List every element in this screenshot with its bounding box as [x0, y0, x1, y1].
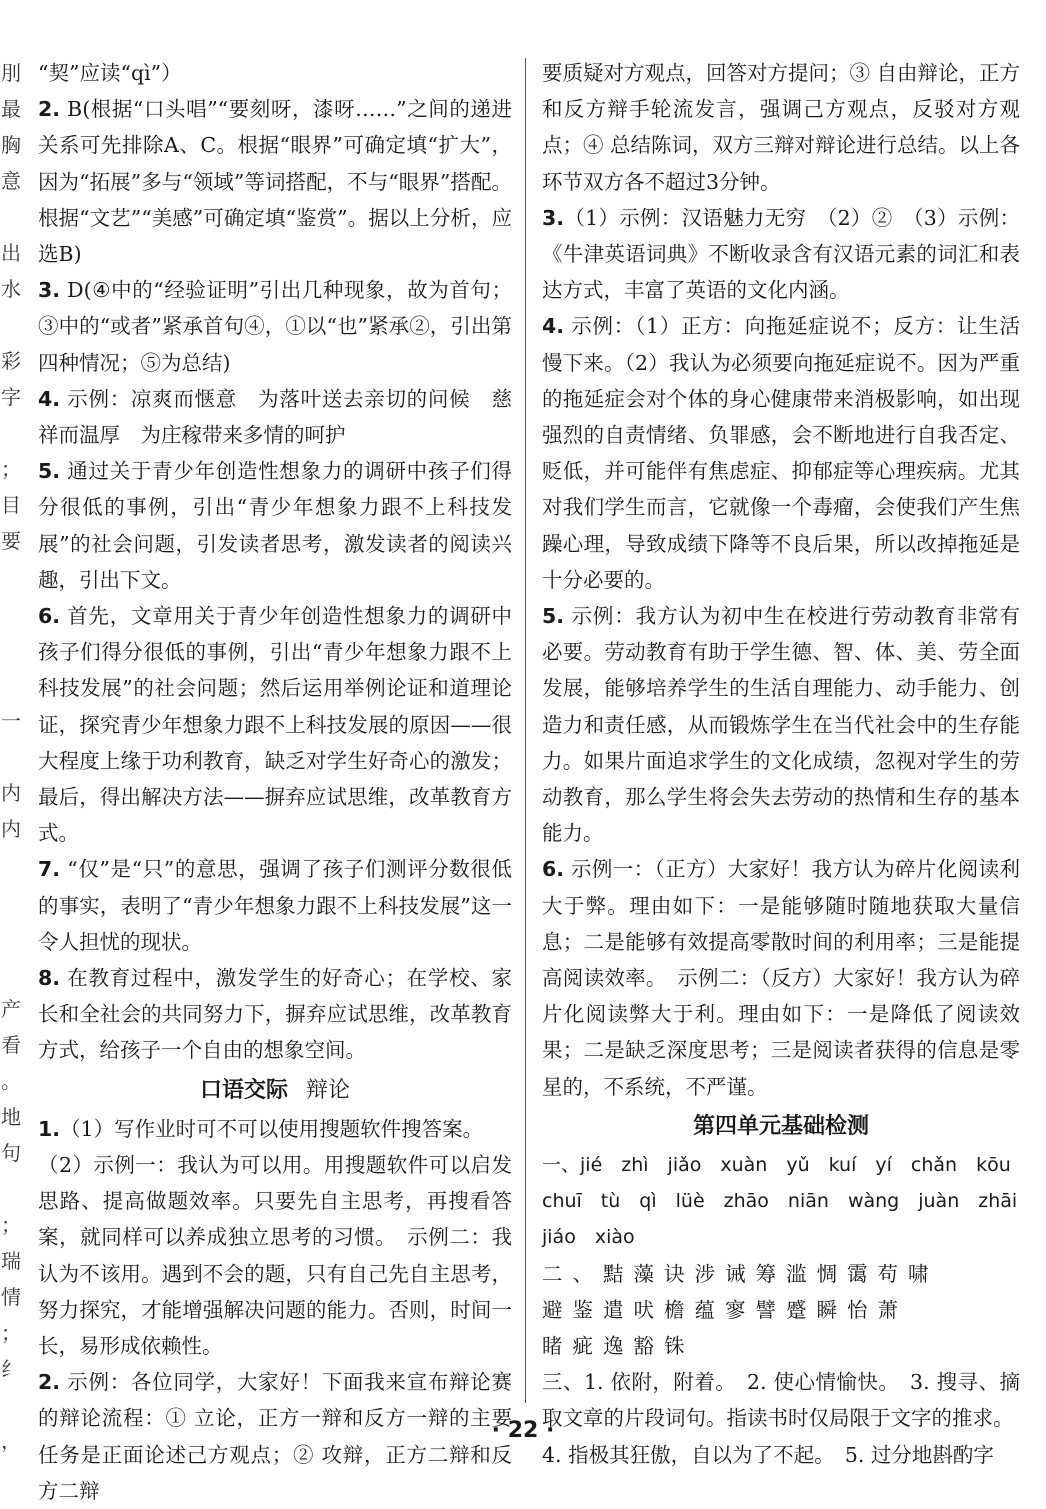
margin-char: ； — [1, 1213, 21, 1237]
margin-char: 一 — [1, 709, 21, 733]
oral-answer-1 — [38, 1111, 512, 1147]
margin-char: 字 — [1, 385, 21, 409]
answer-text: 示例：各位同学，大家好！下面我来宣布辩论赛的辩论流程：① 立论，正方一辩和反方一辩的主要任务是正面论述己方观点；② 攻辩，正方二辩和反方二辩 — [38, 1370, 512, 1503]
margin-char: 目 — [1, 493, 21, 517]
right-answer-3 — [542, 308, 1020, 598]
margin-char: 最 — [1, 97, 21, 121]
pinyin-line-2: chuī tù qì lüè zhāo niān wàng juàn zhāi — [542, 1190, 1018, 1213]
answer-text: 要质疑对方观点，回答对方提问；③ 自由辩论，正方和反方辩手轮流发言，强调己方观点，反驳对方观点；④ 总结陈词，双方三辩对辩论进行总结。以上各环节双方各不超过3分钟。 — [542, 61, 1021, 194]
margin-char: 情 — [1, 1285, 21, 1309]
left-answer-3 — [38, 272, 512, 381]
right-answer-1 — [542, 55, 1020, 200]
answer-text: 示例一：（正方）大家好！我方认为碎片化阅读利大于弊。理由如下：一是能够随时随地获取大量信息；二是能够有效提高零散时间的利用率；三是能提高阅读效率。 示例二：（反方）大家好！我方认为碎片化阅读弊大于利。理由如下：一是降低了阅读效果；二是缺乏深度思考；三是阅读者获得的信息是零星的，不系统，不严谨。 — [542, 857, 1020, 1099]
margin-char: 纟 — [1, 1357, 21, 1381]
margin-char: 地 — [1, 1105, 21, 1129]
left-margin-cropped-text — [0, 55, 22, 1459]
margin-char — [0, 847, 22, 883]
answer-number: 5. — [542, 604, 565, 629]
answer-text: “契”应读“qì”） — [38, 61, 182, 85]
left-answer-7 — [38, 851, 512, 960]
answer-text: “仅”是“只”的意思，强调了孩子们测评分数很低的事实，表明了“青少年想象力跟不上科技发展”这一令人担忧的现状。 — [38, 857, 512, 954]
margin-char: 出 — [1, 241, 21, 265]
left-answer-8 — [38, 960, 512, 1069]
answer-text: 示例：（1）正方：向拖延症说不；反方：让生活慢下来。（2）我认为必须要向拖延症说不。因为严重的拖延症会对个体的身心健康带来消极影响，如出现强烈的自责情绪、负罪感，会不断地进行自我否定、贬低，并可能伴有焦虑症、抑郁症等心理疾病。尤其对我们学生而言，它就像一个毒瘤，会使我们产生焦躁心理，导致成绩下降等不良后果，所以改掉拖延是十分必要的。 — [542, 314, 1020, 592]
margin-char: 。 — [1, 1069, 21, 1093]
pinyin-line-1: 一、jié zhì jiǎo xuàn yǔ kuí yí chǎn kōu — [542, 1153, 1011, 1176]
answer-number: 3. — [38, 278, 61, 303]
margin-char: 意 — [1, 169, 21, 193]
answer-text: 在教育过程中，激发学生的好奇心；在学校、家长和全社会的共同努力下，摒弃应试思维，改革教育方式，给孩子一个自由的想象空间。 — [38, 966, 512, 1063]
chars-line-2: 避鉴遣吠檐蕴寥譬蹙瞬怡萧 — [542, 1297, 908, 1322]
chars-line-1: 二、黠藻诀涉诫筹滥惆霭苟啸 — [542, 1261, 939, 1286]
left-answer-2 — [38, 91, 512, 272]
answer-number: 4. — [38, 386, 61, 411]
page-number: · 22 · — [491, 1418, 555, 1443]
section-title-unit4: 第四单元基础检测 — [692, 1113, 869, 1139]
margin-char — [0, 415, 22, 451]
column-divider — [525, 58, 526, 1403]
margin-char — [0, 631, 22, 667]
margin-char — [0, 559, 22, 595]
margin-char: ， — [1, 1429, 21, 1453]
right-answer-4 — [542, 598, 1020, 851]
answer-number: 2. — [38, 1370, 61, 1395]
chars-line-3: 睹疵逸豁铢 — [542, 1333, 695, 1358]
margin-char: ； — [1, 457, 21, 481]
margin-char: 内 — [1, 817, 21, 841]
answer-number: 6. — [38, 604, 61, 629]
margin-char — [0, 883, 22, 919]
answer-text: 示例：我方认为初中生在校进行劳动教育非常有必要。劳动教育有助于学生德、智、体、美、劳全面发展，能够培养学生的生活自理能力、动手能力、创造力和责任感，从而锻炼学生在当代社会中的生存能力。如果片面追求学生的文化成绩，忽视对学生的劳动教育，那么学生将会失去劳动的热情和生存的基本能力。 — [542, 604, 1020, 846]
answer-number: 8. — [38, 966, 61, 991]
margin-char: 胸 — [1, 133, 21, 157]
margin-char — [0, 919, 22, 955]
margin-char: 刖 — [1, 61, 21, 85]
margin-char: 看 — [1, 1033, 21, 1057]
margin-char — [0, 307, 22, 343]
margin-char — [0, 1171, 22, 1207]
margin-char: 内 — [1, 781, 21, 805]
answer-text: （1）写作业时可不可以使用搜题软件搜答案。 — [60, 1116, 484, 1141]
answer-number: 1. — [38, 1116, 61, 1141]
answer-number: 2. — [38, 97, 61, 122]
answer-text: D(④中的“经验证明”引出几种现象，故为首句；③中的“或者”紧承首句④，①以“也”紧承②，引出第四种情况；⑤为总结) — [38, 278, 512, 375]
left-answer-6 — [38, 598, 512, 851]
margin-char — [0, 667, 22, 703]
margin-char: 产 — [1, 997, 21, 1021]
answer-number: 5. — [38, 459, 61, 484]
answer-q3: 三、1. 依附，附着。 2. 使心情愉快。 3. 搜寻、摘取文章的片段词句。指读书时仅局限于文字的推求。 — [542, 1370, 1020, 1431]
margin-char — [0, 595, 22, 631]
answer-q4: 4. 指极其狂傲，自以为了不起。 5. 过分地斟酌字 — [542, 1442, 994, 1467]
oral-answer-2 — [38, 1147, 512, 1364]
right-answer-5 — [542, 851, 1020, 1104]
answer-number: 4. — [542, 314, 565, 339]
section-title-oral: 口语交际 辩论 — [199, 1077, 351, 1103]
right-answer-2 — [542, 200, 1020, 309]
margin-char: 彩 — [1, 349, 21, 373]
answer-number: 7. — [38, 857, 61, 882]
answer-number: 6. — [542, 857, 565, 882]
pinyin-line-3: jiáo xiào — [542, 1226, 635, 1249]
answer-text: 示例：凉爽而惬意 为落叶送去亲切的问候 慈祥而温厚 为庄稼带来多情的呵护 — [38, 386, 512, 448]
answer-text: 通过关于青少年创造性想象力的调研中孩子们得分很低的事例，引出“青少年想象力跟不上科技发展”的社会问题，引发读者思考，激发读者的阅读兴趣，引出下文。 — [38, 459, 512, 592]
margin-char — [0, 739, 22, 775]
left-answer-4 — [38, 381, 512, 453]
margin-char — [0, 955, 22, 991]
answer-text: 首先，文章用关于青少年创造性想象力的调研中孩子们得分很低的事例，引出“青少年想象力跟不上科技发展”的社会问题；然后运用举例论证和道理论证，探究青少年想象力跟不上科技发展的原因——很大程度上缘于功利教育，缺乏对学生好奇心的激发；最后，得出解决方法——摒弃应试思维，改革教育方式。 — [38, 604, 512, 846]
margin-char: 要 — [1, 529, 21, 553]
margin-char — [0, 199, 22, 235]
left-answer-1 — [38, 55, 512, 91]
answer-text: （2）示例一：我认为可以用。用搜题软件可以启发思路、提高做题效率。只要先自主思考，再搜看答案，就同样可以养成独立思考的习惯。 示例二：我认为不该用。遇到不会的题，只有自己先自主思考，努力探究，才能增强解决问题的能力。否则，时间一长，易形成依赖性。 — [38, 1152, 512, 1358]
margin-char: ； — [1, 1321, 21, 1345]
answer-text: B(根据“口头唱”“要刻呀，漆呀……”之间的递进关系可先排除A、C。根据“眼界”可确定填“扩大”，因为“拓展”多与“领域”等词搭配，不与“眼界”搭配。根据“文艺”“美感”可确定填“鉴赏”。据以上分析，应选B) — [38, 97, 512, 267]
margin-char: 瑞 — [1, 1249, 21, 1273]
left-column — [38, 55, 512, 1509]
answer-text: （1）示例：汉语魅力无穷 （2）② （3）示例：《牛津英语词典》不断收录含有汉语元素的词汇和表达方式，丰富了英语的文化内涵。 — [542, 205, 1020, 303]
margin-char: 水 — [1, 277, 21, 301]
right-column — [542, 55, 1020, 1473]
answer-number: 3. — [542, 205, 565, 230]
margin-char: 句 — [1, 1141, 21, 1165]
left-answer-5 — [38, 453, 512, 598]
